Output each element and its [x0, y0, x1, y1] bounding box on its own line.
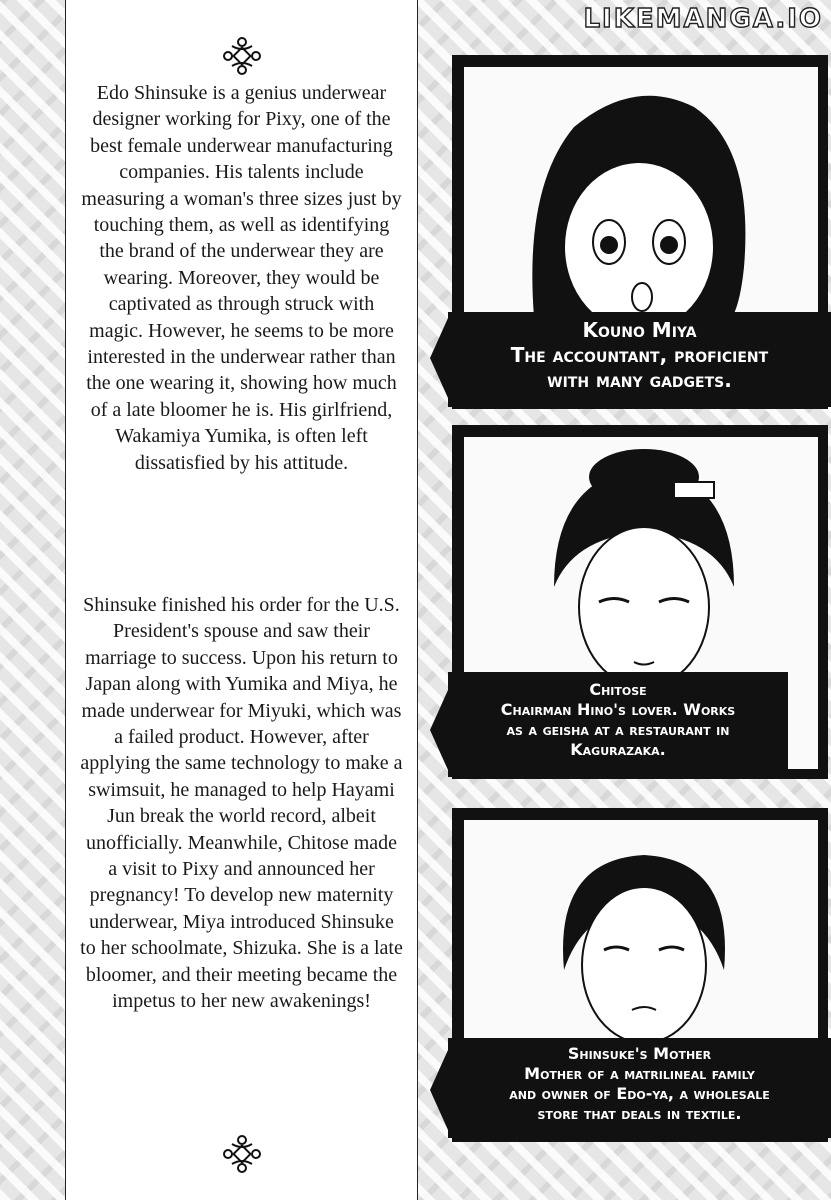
character-description-line: store that deals in textile. [537, 1104, 742, 1123]
caption-pointer [430, 318, 448, 398]
character-name: Kouno Miya [582, 318, 697, 342]
ornament-icon [222, 36, 262, 76]
character-description-line: with many gadgets. [547, 368, 732, 392]
watermark: LIKEMANGA.IO [583, 4, 823, 34]
caption-pointer [430, 1050, 448, 1130]
ornament-icon [222, 1134, 262, 1174]
caption-miya [448, 312, 831, 407]
summary-paragraph-1: Edo Shinsuke is a genius underwear designer working for Pixy, one of the best female underwear manufacturing companies. His talents include measuring a woman's three sizes just by touching them, as well as identifying the brand of the underwear they are wearing. Moreover, they would be captivated as through struck with magic. However, he seems to be more interested in the underwear rather than the one wearing it, showing how much of a late bloomer he is. His girlfriend, Wakamiya Yumika, is often left dissatisfied by his attitude. [81, 82, 402, 474]
character-description-line: The accountant, proficient [510, 343, 769, 367]
character-description-line: Kagurazaka. [570, 740, 666, 759]
character-description-line: Mother of a matrilineal family [524, 1064, 755, 1083]
character-description-line: Chairman Hino's lover. Works [500, 700, 736, 719]
summary-column [65, 0, 418, 1200]
caption-mother [448, 1038, 831, 1138]
summary-paragraph-2: Shinsuke finished his order for the U.S. President's spouse and saw their marriage to success. Upon his return to Japan along with Yumika and Miya, he made underwear for Miyuki, which was a failed product. However, after applying the same technology to make a swimsuit, he managed to help Hayami Jun break the world record, albeit unofficially. Meanwhile, Chitose made a visit to Pixy and announced her pregnancy! To develop new maternity underwear, Miya introduced Shinsuke to her schoolmate, Shizuka. She is a late bloomer, and their meeting became the impetus to her new awakenings! [80, 594, 403, 1013]
caption-pointer [430, 690, 448, 770]
character-name: Chitose [589, 680, 647, 699]
caption-chitose [448, 672, 788, 777]
character-name: Shinsuke's Mother [567, 1044, 712, 1063]
character-description-line: as a geisha at a restaurant in [506, 720, 730, 739]
character-description-line: and owner of Edo-ya, a wholesale [509, 1084, 770, 1103]
